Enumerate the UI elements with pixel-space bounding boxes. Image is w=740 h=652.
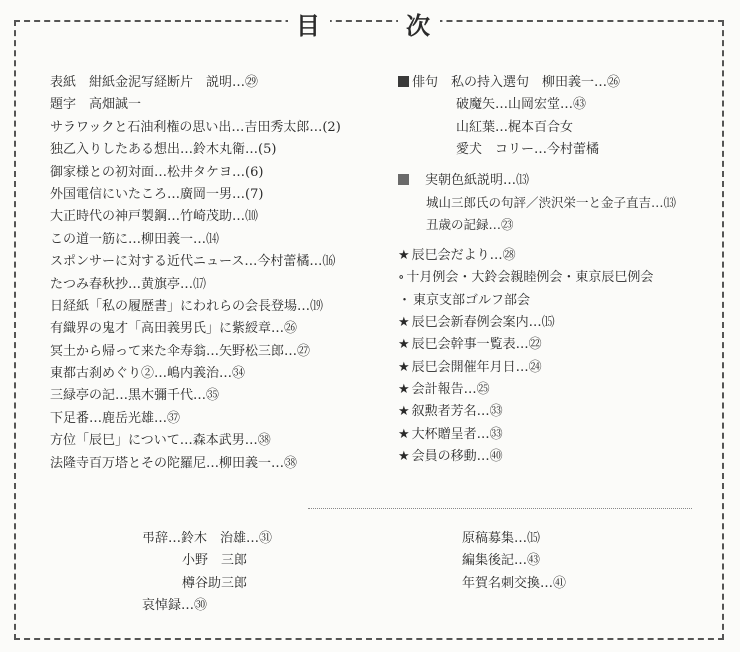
haiku-first-entry: 私の持入選句 柳田義一…㉖ [451,75,621,90]
list-item: サラワックと石油利権の思い出…吉田秀太郎…(2) [50,119,341,135]
list-item: 表紙 紺紙金泥写経断片 説明…㉙ [50,75,259,90]
list-item: この道一筋に…柳田義一…⒁ [50,231,220,247]
circle-bullet-icon: ∘ [398,270,405,286]
star-list-item: ★ 辰巳会だより…㉘ [398,247,516,263]
list-item: 原稿募集…⒂ [462,531,541,546]
list-item: 日経紙「私の履歴書」にわれらの会長登場…⒆ [50,298,324,314]
list-item: 年賀名刺交換…㊶ [462,575,567,591]
list-item: 題字 高畑誠一 [50,97,142,113]
list-item: 弔辞…鈴木 治雄…㉛ [142,531,273,546]
haiku-entry: 愛犬 コリー…今村蕾橘 [456,142,600,158]
star-list-item: ★ 辰巳会幹事一覧表…㉒ [398,337,542,353]
star-bullet-icon: ★ [398,314,410,330]
haiku-label: 俳句 [412,75,439,90]
heading-char-1: 目 [288,6,330,41]
list-item: 方位「辰巳」について…森本武男…㊳ [50,433,271,449]
right-contents-list [398,72,718,469]
star-list-item: ★ 辰巳会新春例会案内…⒂ [398,314,555,330]
heading-char-2: 次 [398,6,440,41]
star-list-item: ★ 会員の移動…㊵ [398,449,503,465]
list-item: スポンサーに対する近代ニュース…今村蕾橘…⒃ [50,254,336,270]
shikishi-label: 実朝色紙説明…⒀ [425,172,530,188]
dot-bullet-icon: ・ [398,292,412,308]
star-bullet-icon: ★ [398,247,410,263]
star-list-item: ★ 大杯贈呈者…㉝ [398,426,503,442]
shikishi-section-first [398,170,718,192]
list-item: 三緑亭の記…黒木彌千代…㉟ [50,388,220,404]
page-heading [0,6,740,40]
bottom-left-list [142,528,372,618]
bottom-right-list [462,528,692,595]
list-item: 哀悼録…㉚ [142,598,208,614]
square-bullet-icon [398,76,409,87]
shikishi-entry: 城山三郎氏の句評／渋沢栄一と金子直吉…⒀ [426,194,677,210]
list-item: 下足番…鹿岳光雄…㊲ [50,410,181,426]
list-item: 東都古刹めぐり②…嶋内義治…㉞ [50,366,246,382]
star-list-item: ★ 叙勲者芳名…㉝ [398,404,503,420]
haiku-entry: 破魔矢…山岡宏堂…㊸ [456,97,587,113]
star-list-item: ★ 辰巳会開催年月日…㉔ [398,359,542,375]
list-item: 有織界の鬼才「高田義男氏」に紫綬章…㉖ [50,321,298,337]
square-bullet-icon [398,174,409,185]
list-item: 大正時代の神戸製鋼…竹崎茂助…⑽ [50,209,259,225]
list-item: 法隆寺百万塔とその陀羅尼…柳田義一…㊳ [50,455,298,471]
list-item: 独乙入りしたある想出…鈴木丸衛…(5) [50,142,277,158]
star-list-item: ・ 東京支部ゴルフ部会 [398,292,531,308]
list-item: 冥土から帰って来た伞寿翁…矢野松三郎…㉗ [50,343,311,359]
shikishi-entry: 丑歳の記録…㉓ [426,217,514,233]
star-bullet-icon: ★ [398,404,410,420]
haiku-section-first [398,72,718,94]
left-contents-list [50,72,390,475]
list-item: たつみ春秋抄…黄旗亭…⒄ [50,276,207,292]
list-item: 外国電信にいたころ…廣岡一男…(7) [50,186,264,202]
list-item: 編集後記…㊸ [462,553,541,569]
haiku-entry: 山紅葉…梶本百合女 [456,119,574,135]
list-item: 小野 三郎 [182,553,248,569]
star-bullet-icon: ★ [398,426,410,442]
star-bullet-icon: ★ [398,337,410,353]
star-bullet-icon: ★ [398,449,410,465]
list-item: 御家様との初対面…松井タケヨ…(6) [50,164,264,180]
star-bullet-icon: ★ [398,359,410,375]
star-bullet-icon: ★ [398,382,410,398]
list-item: 樽谷助三郎 [182,575,248,591]
star-list-item: ∘ 十月例会・大鈴会親睦例会・東京辰巳例会 [398,270,654,286]
dotted-divider [308,508,692,509]
star-list-item: ★ 会計報告…㉕ [398,382,490,398]
